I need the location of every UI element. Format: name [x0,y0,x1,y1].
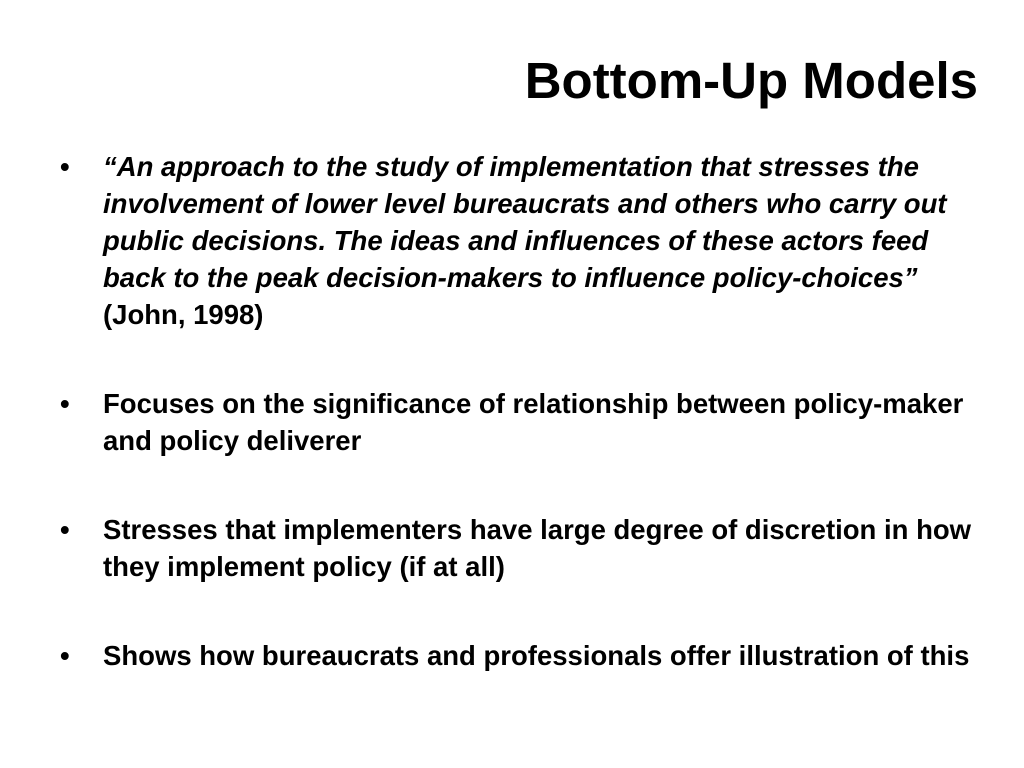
bullet-text: Stresses that implementers have large degree of discretion in how they implement policy (if at all) [103,514,972,582]
bullet-icon: • [60,388,70,419]
bullet-item-definition [60,148,980,333]
bullet-item-discretion [60,511,980,585]
bullet-icon: • [60,514,70,545]
bullet-icon: • [60,151,70,182]
bullet-text: Focuses on the significance of relationship between policy-maker and policy deliverer [103,388,964,456]
bullet-list [60,148,980,674]
bullet-item-illustration [60,637,980,674]
bullet-item-relationship [60,385,980,459]
slide-title: Bottom-Up Models [524,52,978,109]
definition-citation: (John, 1998) [103,299,264,330]
bullet-icon: • [60,640,70,671]
definition-quote: “An approach to the study of implementation that stresses the involvement of lower level bureaucrats and others who carry out public decisions. The ideas and influences of these actors feed back to the peak decision-makers to influence policy-choices” [103,151,947,293]
bullet-text: Shows how bureaucrats and professionals offer illustration of this [103,640,970,671]
